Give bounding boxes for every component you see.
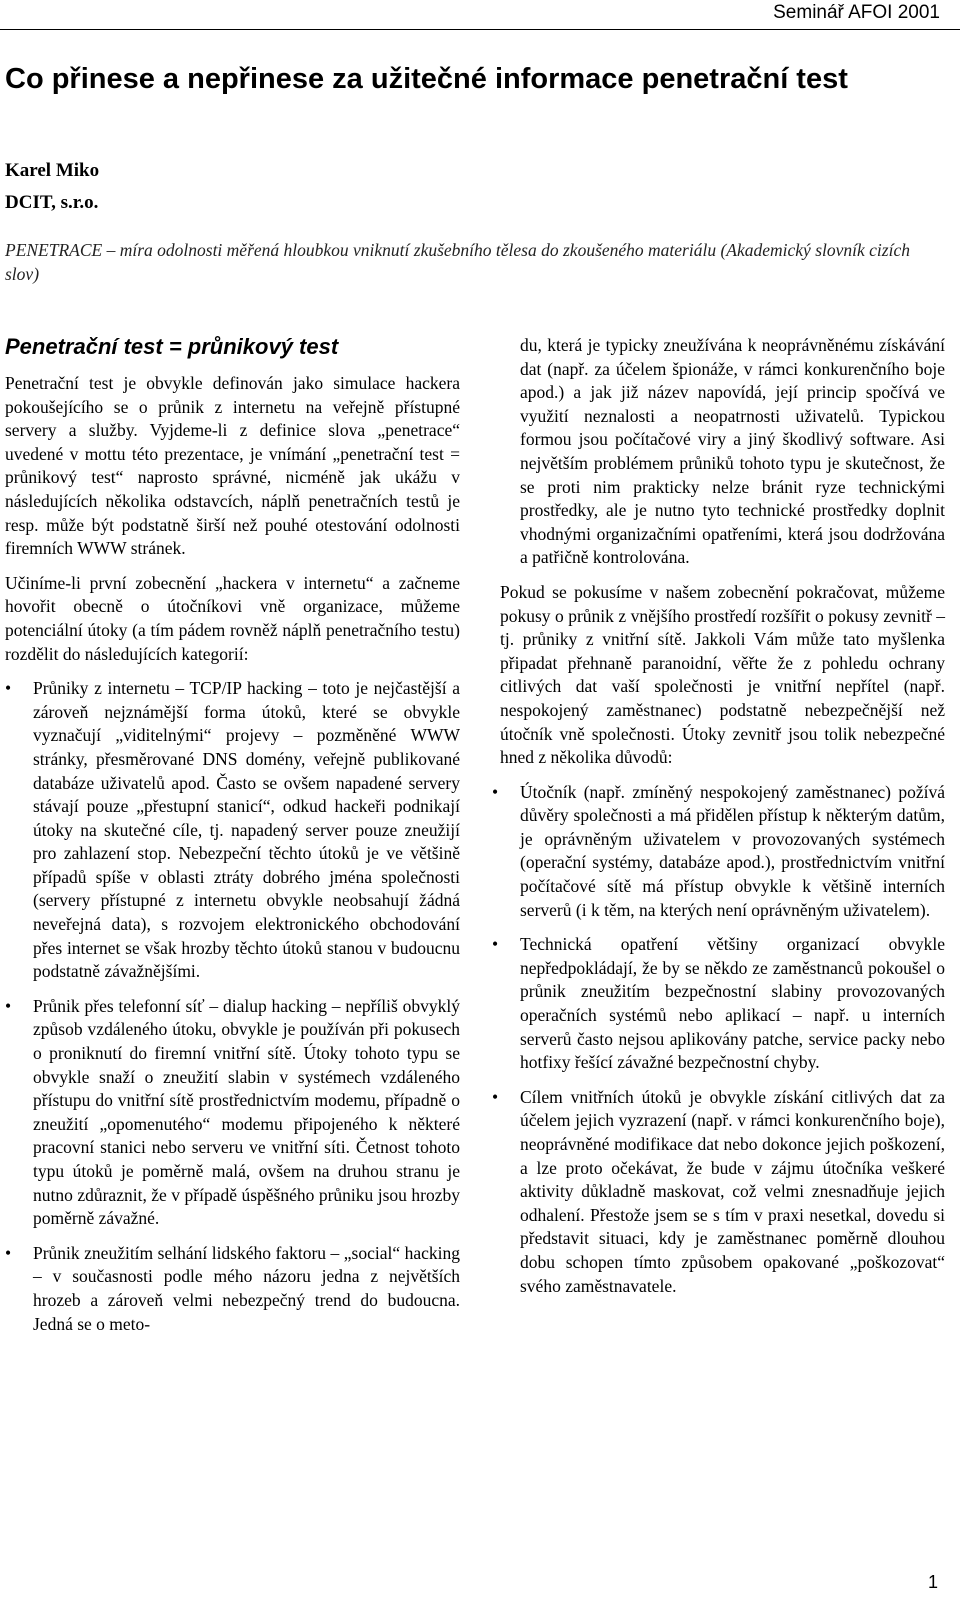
bullet-icon: • — [5, 1242, 12, 1263]
section-heading: Penetrační test = průnikový test — [5, 334, 339, 359]
bullet-icon: • — [492, 781, 499, 802]
left-column — [5, 334, 460, 1347]
list-item: • Cílem vnitřních útoků je obvykle získání citlivých dat za účelem jejich vyzrazení (např. v rámci konkurenčního boje), neoprávněné modifikace dat nebo dokonce jejich poškození, a lze proto očekávat, že bude v zájmu útočníka veškeré aktivity důkladně maskovat, což velmi znesnadňuje jejich odhalení. Přestože jsem se s tím v praxi nesetkal, dovedu si představit situaci, kdy je zaměstnanec poměrně dlouhou dobu schopen tímto způsobem opakované „poškozovat“ svého zaměstnavatele. — [492, 1086, 945, 1296]
paragraph-categories: Učiníme-li první zobecnění „hackera v internetu“ a začneme hovořit obecně o útočníkovi vně organizace, můžeme potenciální útoky (a tím pádem rovněž náplň penetračního testu) rozdělit do následujících kategorií: — [5, 572, 460, 664]
author-name: Karel Miko — [5, 160, 100, 181]
inside-reasons-list — [492, 781, 945, 1298]
list-item: • Průnik zneužitím selhání lidského faktoru – „social“ hacking – v současnosti podle mého názoru jedna z největších hrozeb a zároveň velmi nebezpečný trend do budoucna. Jedná se o meto- — [5, 1242, 460, 1334]
list-item: • Útočník (např. zmíněný nespokojený zaměstnanec) požívá důvěry společnosti a má přidělen přístup k některým datům, je oprávněným uživatelem v provozovaných systémech (operační systémy, databáze apod.), prostřednictvím vnitřní počítačové sítě má přístup obvykle k většině interních serverů (i k těm, na kterých není oprávněným uživatelem). — [492, 781, 945, 920]
bullet-icon: • — [5, 995, 12, 1016]
list-item: • Průnik přes telefonní síť – dialup hacking – nepříliš obvyklý způsob vzdáleného útoku, obvykle je používán při pokusech o proniknutí do firemní vnitřní sítě. Útoky tohoto typu se obvykle snaží o zneužití slabin v systémech vzdáleného přístupu do vnitřní sítě prostřednictvím modemu, případně o zneužití „opomenutého“ modemu připojeného k některé pracovní stanici nebo serveru ve vnitřní síti. Četnost tohoto typu útoků je poměrně malá, ovšem na druhou stranu je nutno zdůraznit, že v případě úspěšného průniku jsou hrozby poměrně závažné. — [5, 995, 460, 1229]
paragraph-inside-attacks: Pokud se pokusíme v našem zobecnění pokračovat, můžeme pokusy o průnik z vnějšího prostředí rozšířit o pokusy zevnitř – tj. průniky z vnitřní sítě. Jakkoli Vám může tato myšlenka připadat přehnaně paranoidní, věřte že z pohledu ochrany citlivých dat vaší společnosti je vnitřní nepřítel (např. nespokojený zaměstnanec) podstatně nebezpečnější než útočník vně společnosti. Útoky zevnitř jsou tolik nebezpečné hned z několika důvodů: — [500, 581, 945, 768]
list-item: • Průniky z internetu – TCP/IP hacking – toto je nejčastější a zároveň nejznámější forma útoků, které se obvykle vyznačují „viditelnými“ projevy – pozměněné WWW stránky, přesměrované DNS domény, veřejně publikované databáze uživatelů apod. Často se ovšem napadené servery stávají pouze „přestupní stanicí“, odkud hackeři podnikají útoky na skutečné cíle, tj. napadený server pouze zneužijí pro zahlazení stop. Nebezpeční těchto útoků je ve většině případů spíše v oblasti ztráty dobrého jména společnosti (servery přístupné z internetu obvykle neobsahují žádná neveřejná data), s rozvojem elektronického obchodování přes internet se však hrozby těchto útoků stanou v budoucnu podstatně závažnějšími. — [5, 678, 460, 982]
list-item: • Technická opatření většiny organizací obvykle nepředpokládají, že by se někdo ze zaměstnanců pokoušel o průnik zneužitím bezpečnostní slabiny provozovaných operačních systémů nebo aplikací – např. u interních serverů často nejsou aplikovány patche, service packy nebo hotfixy řešící závažné bezpečnostní chyby. — [492, 934, 945, 1073]
paragraph-definition: Penetrační test je obvykle definován jako simulace hackera pokoušejícího se o průnik z internetu na veřejně přístupné servery a služby. Vyjdeme-li z definice slova „penetrace“ uvedené v mottu této prezentace, je vnímání „penetrační test = průnikový test“ naprosto správné, nicméně jak ukážu v následujících několika odstavcích, náplň penetračních testů je resp. může být podstatně širší než pouhé otestování odolnosti firemních WWW stránek. — [5, 373, 460, 559]
header-rule — [0, 29, 960, 30]
right-column — [492, 334, 945, 1309]
intro-motto: PENETRACE – míra odolnosti měřená hloubkou vniknutí zkušebního tělesa do zkoušeného materiálu (Akademický slovník cizích slov) — [5, 240, 910, 284]
bullet-icon: • — [492, 934, 499, 955]
paragraph-continuation: du, která je typicky zneužívána k neoprávněnému získávání dat (např. za účelem špionáže, v rámci konkurenčního boje apod.) a jak již název napovídá, její princip spočívá ve využití neznalosti a neopatrnosti uživatelů. Typickou formou jsou počítačové viry a jiný škodlivý software. Asi největším problémem průniků tohoto typu je skutečnost, že se proti nim prakticky nelze bránit ryze technickými prostředky, ale je nutno tyto technické prostředky doplnit vhodnými organizačními opatřeními, která jsou dodržována a patřičně kontrolována. — [520, 335, 945, 568]
bullet-icon: • — [5, 678, 12, 699]
document-title: Co přinese a nepřinese za užitečné informace penetrační test — [5, 63, 848, 95]
page-number: 1 — [927, 1572, 938, 1592]
author-company: DCIT, s.r.o. — [5, 192, 99, 213]
bullet-icon: • — [492, 1086, 499, 1107]
seminar-header: Seminář AFOI 2001 — [773, 2, 940, 23]
attack-categories-list — [5, 677, 460, 1336]
